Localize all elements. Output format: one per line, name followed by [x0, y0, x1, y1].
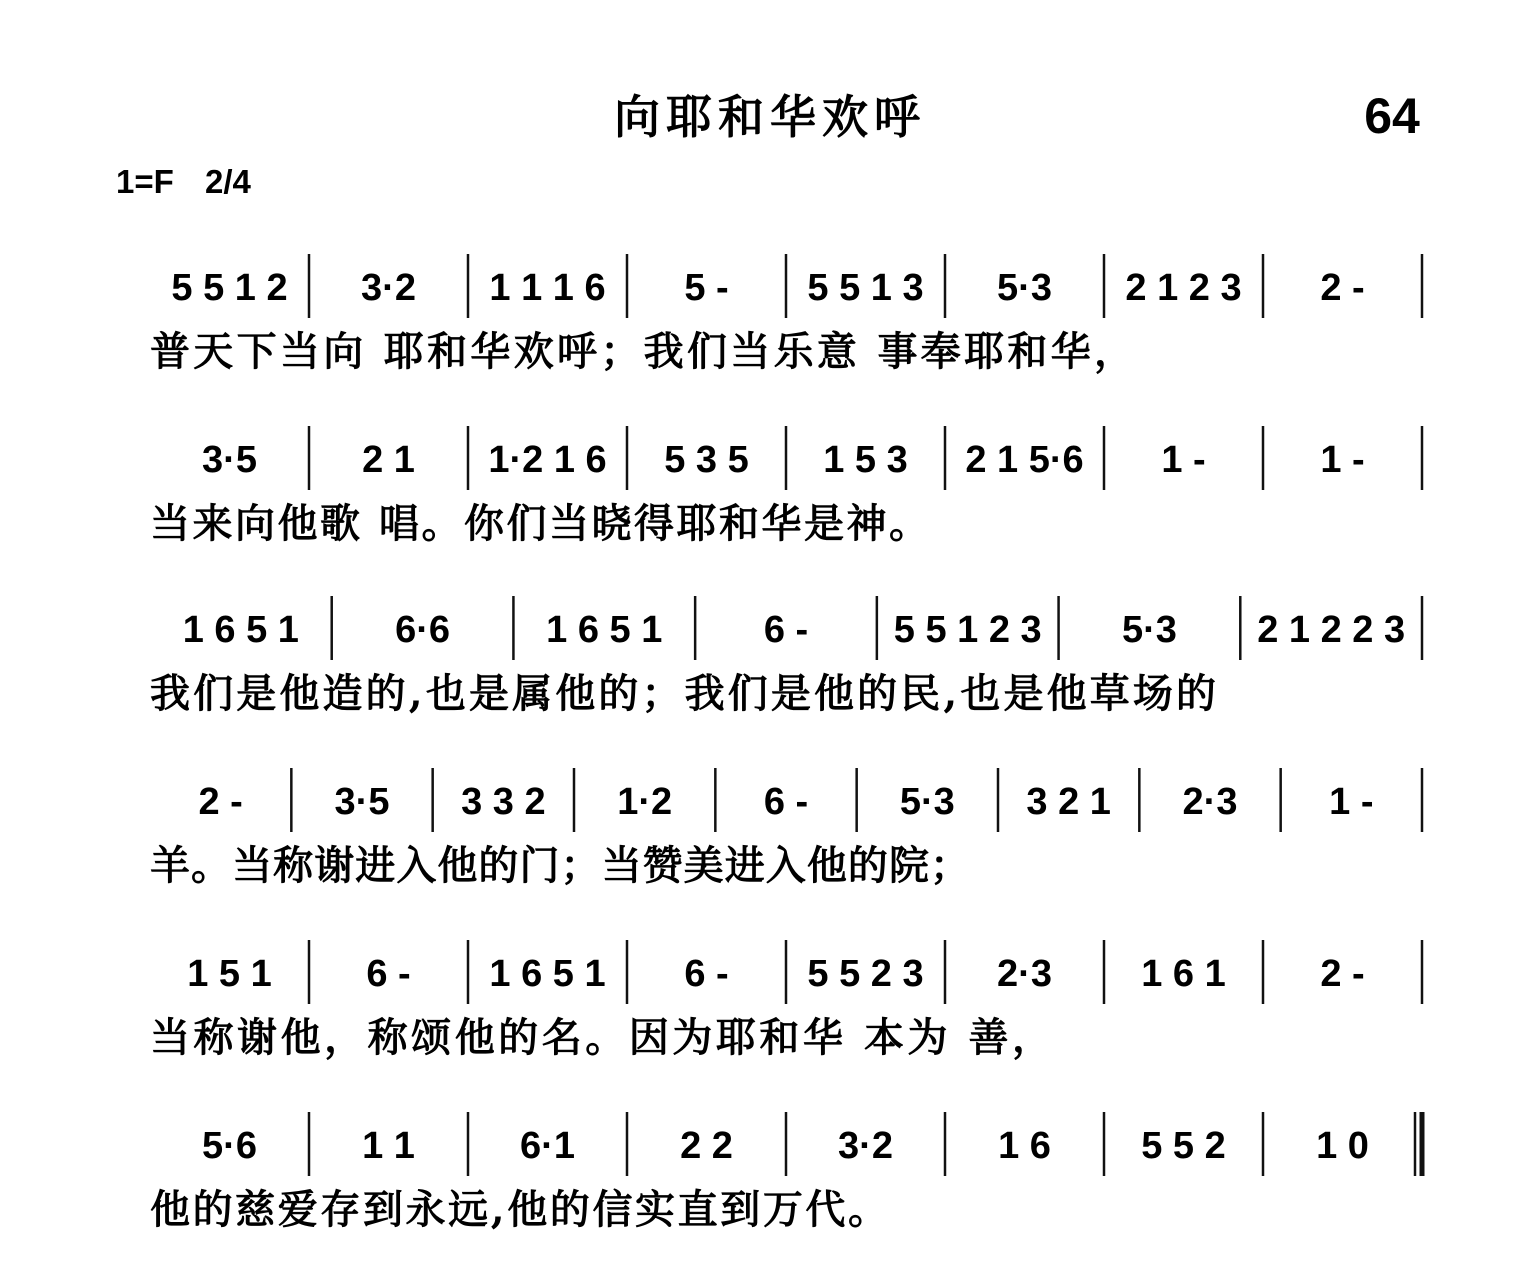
measure: 1 - — [1161, 439, 1206, 481]
music-line — [150, 1112, 1422, 1233]
measure: 6 - — [684, 953, 729, 995]
music-line — [150, 254, 1422, 375]
lyric-line: 当来向他歌 唱。你们当晓得耶和华是神。 — [150, 500, 929, 547]
measure: 3·2 — [838, 1125, 893, 1167]
measure: 1 0 — [1316, 1125, 1369, 1167]
measure: 6·6 — [395, 609, 451, 651]
measure: 6 - — [366, 953, 411, 995]
lyric-line: 普天下当向 耶和华欢呼；我们当乐意 事奉耶和华， — [150, 328, 1134, 375]
music-line — [150, 940, 1422, 1061]
measure: 2·3 — [997, 953, 1052, 995]
lyric-line: 当称谢他，称颂他的名。因为耶和华 本为 善， — [150, 1014, 1052, 1061]
lyric-line: 羊。当称谢进入他的门；当赞美进入他的院； — [150, 842, 970, 889]
measure: 1 6 — [998, 1125, 1051, 1167]
measure: 6·1 — [520, 1125, 575, 1167]
measure: 1 1 — [362, 1125, 415, 1167]
measure: 1 6 5 1 — [182, 609, 299, 651]
measure: 3·5 — [334, 781, 390, 823]
measure: 2·3 — [1182, 781, 1238, 823]
measure: 1 1 1 6 — [489, 267, 606, 309]
measure: 2 2 — [680, 1125, 733, 1167]
music-lines — [150, 254, 1422, 1233]
measure: 2 1 2 3 — [1125, 267, 1242, 309]
measure: 5·3 — [1121, 609, 1177, 651]
measure: 5 5 2 — [1141, 1125, 1226, 1167]
measure: 3 2 1 — [1026, 781, 1111, 823]
music-line — [150, 426, 1422, 547]
measure: 5 5 1 2 3 — [893, 609, 1042, 651]
measure: 5 5 1 3 — [807, 267, 924, 309]
lyric-line: 我们是他造的,也是属他的；我们是他的民,也是他草场的 — [150, 670, 1216, 717]
music-line — [150, 768, 1422, 889]
measure: 5 3 5 — [664, 439, 749, 481]
measure: 1 5 1 — [187, 953, 272, 995]
measure: 1 - — [1329, 781, 1374, 823]
measure: 5 5 1 2 — [171, 267, 288, 309]
time-signature: 2/4 — [205, 163, 251, 200]
measure: 5 - — [684, 267, 729, 309]
measure: 3·5 — [202, 439, 257, 481]
measure: 5·3 — [997, 267, 1052, 309]
measure: 2 - — [1320, 267, 1365, 309]
measure: 3 3 2 — [461, 781, 546, 823]
measure: 1 6 5 1 — [546, 609, 663, 651]
measure: 6 - — [763, 781, 809, 823]
measure: 3·2 — [361, 267, 416, 309]
measure: 2 1 5·6 — [965, 439, 1084, 481]
measure: 2 1 2 2 3 — [1257, 609, 1406, 651]
measure: 1 - — [1320, 439, 1365, 481]
measure: 5·6 — [202, 1125, 257, 1167]
hymn-title: 向耶和华欢呼 — [614, 90, 926, 144]
measure: 5·3 — [899, 781, 955, 823]
hymn-number: 64 — [1364, 88, 1420, 144]
measure: 2 1 — [362, 439, 415, 481]
key-signature: 1=F — [116, 163, 174, 200]
measure: 1 5 3 — [823, 439, 908, 481]
measure: 5 5 2 3 — [807, 953, 924, 995]
measure: 6 - — [763, 609, 809, 651]
lyric-line: 他的慈爱存到永远,他的信实直到万代。 — [150, 1186, 888, 1233]
measure: 1 6 1 — [1141, 953, 1226, 995]
measure: 2 - — [198, 781, 243, 823]
measure: 1 6 5 1 — [489, 953, 606, 995]
measure: 1·2 — [617, 781, 673, 823]
measure: 1·2 1 6 — [488, 439, 607, 481]
music-line — [150, 596, 1422, 717]
measure: 2 - — [1320, 953, 1365, 995]
